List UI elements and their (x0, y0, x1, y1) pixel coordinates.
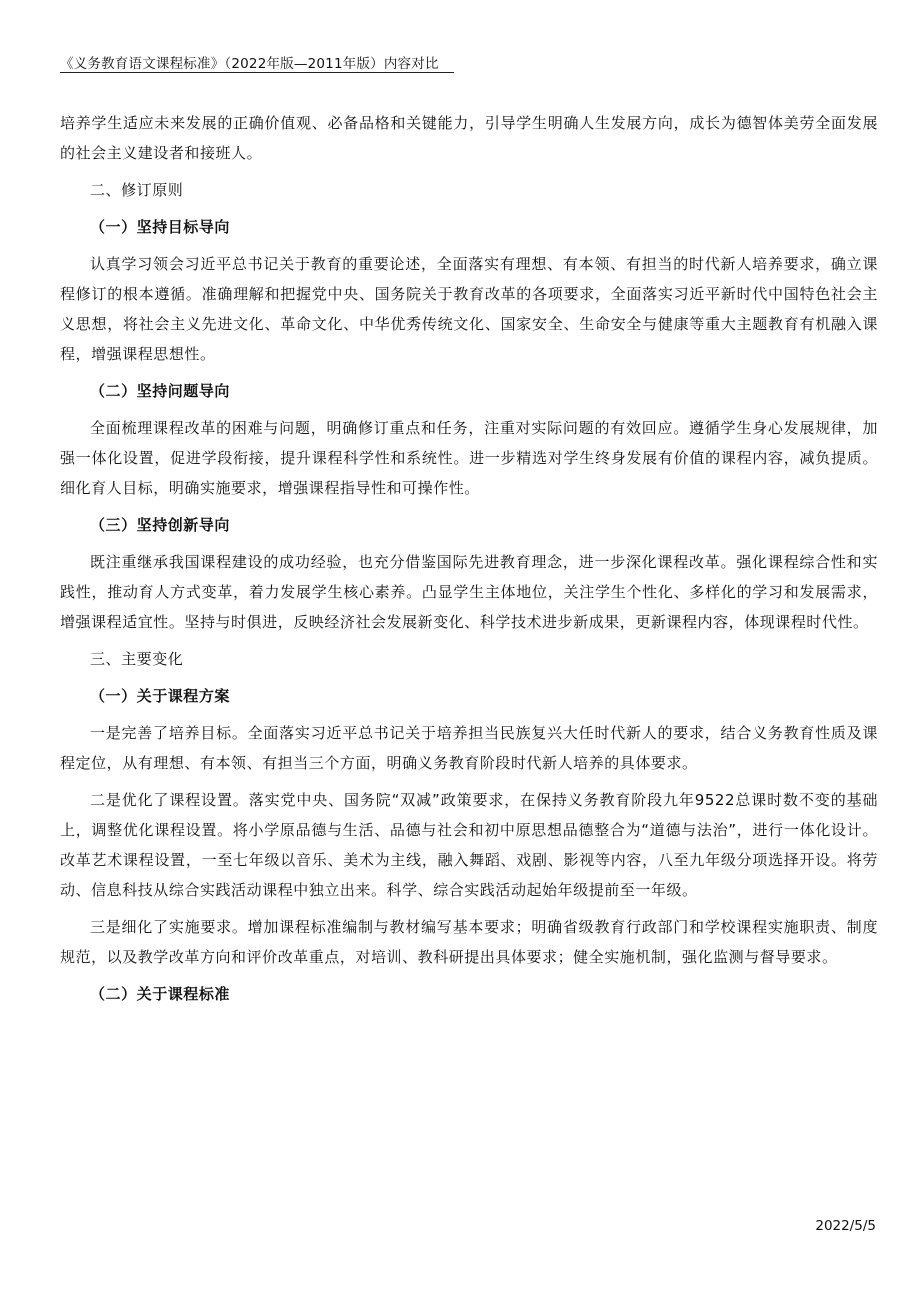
paragraph-intro: 培养学生适应未来发展的正确价值观、必备品格和关键能力，引导学生明确人生发展方向，成长为德智体美劳全面发展的社会主义建设者和接班人。 (60, 114, 878, 162)
heading-main-changes: 三、主要变化 (90, 650, 184, 668)
page-header: 《义务教育语文课程标准》（2022年版—2011年版）内容对比 (60, 56, 439, 72)
heading-revision-principles: 二、修订原则 (90, 181, 184, 199)
paragraph-innovation-oriented: 既注重继承我国课程建设的成功经验，也充分借鉴国际先进教育理念，进一步深化课程改革。强化课程综合性和实践性，推动育人方式变革，着力发展学生核心素养。凸显学生主体地位，关注学生个性化、多样化的学习和发展需求，增强课程适宜性。坚持与时俱进，反映经济社会发展新变化、科学技术进步新成果，更新课程内容，体现课程时代性。 (60, 553, 878, 631)
heading-goal-oriented: （一）坚持目标导向 (90, 218, 230, 236)
paragraph-plan-goals: 一是完善了培养目标。全面落实习近平总书记关于培养担当民族复兴大任时代新人的要求，结合义务教育性质及课程定位，从有理想、有本领、有担当三个方面，明确义务教育阶段时代新人培养的具体要求。 (60, 724, 878, 772)
paragraph-goal-oriented: 认真学习领会习近平总书记关于教育的重要论述，全面落实有理想、有本领、有担当的时代新人培养要求，确立课程修订的根本遵循。准确理解和把握党中央、国务院关于教育改革的各项要求，全面落实习近平新时代中国特色社会主义思想，将社会主义先进文化、革命文化、中华优秀传统文化、国家安全、生命安全与健康等重大主题教育有机融入课程，增强课程思想性。 (60, 255, 878, 363)
paragraph-plan-implementation: 三是细化了实施要求。增加课程标准编制与教材编写基本要求；明确省级教育行政部门和学校课程实施职责、制度规范，以及教学改革方向和评价改革重点，对培训、教科研提出具体要求；健全实施机制，强化监测与督导要求。 (60, 918, 878, 966)
document-body (60, 108, 878, 1016)
heading-problem-oriented: （二）坚持问题导向 (90, 382, 230, 400)
heading-curriculum-plan: （一）关于课程方案 (90, 687, 230, 705)
header-underline (60, 72, 454, 73)
footer-date: 2022/5/5 (815, 1218, 876, 1234)
heading-curriculum-standard: （二）关于课程标准 (90, 985, 230, 1003)
paragraph-plan-settings: 二是优化了课程设置。落实党中央、国务院“双减”政策要求，在保持义务教育阶段九年9522总课时数不变的基础上，调整优化课程设置。将小学原品德与生活、品德与社会和初中原思想品德整合为“道德与法治”，进行一体化设计。改革艺术课程设置，一至七年级以音乐、美术为主线，融入舞蹈、戏剧、影视等内容，八至九年级分项选择开设。将劳动、信息科技从综合实践活动课程中独立出来。科学、综合实践活动起始年级提前至一年级。 (60, 791, 878, 899)
paragraph-problem-oriented: 全面梳理课程改革的困难与问题，明确修订重点和任务，注重对实际问题的有效回应。遵循学生身心发展规律，加强一体化设置，促进学段衔接，提升课程科学性和系统性。进一步精选对学生终身发展有价值的课程内容，减负提质。细化育人目标，明确实施要求，增强课程指导性和可操作性。 (60, 419, 878, 497)
heading-innovation-oriented: （三）坚持创新导向 (90, 516, 230, 534)
